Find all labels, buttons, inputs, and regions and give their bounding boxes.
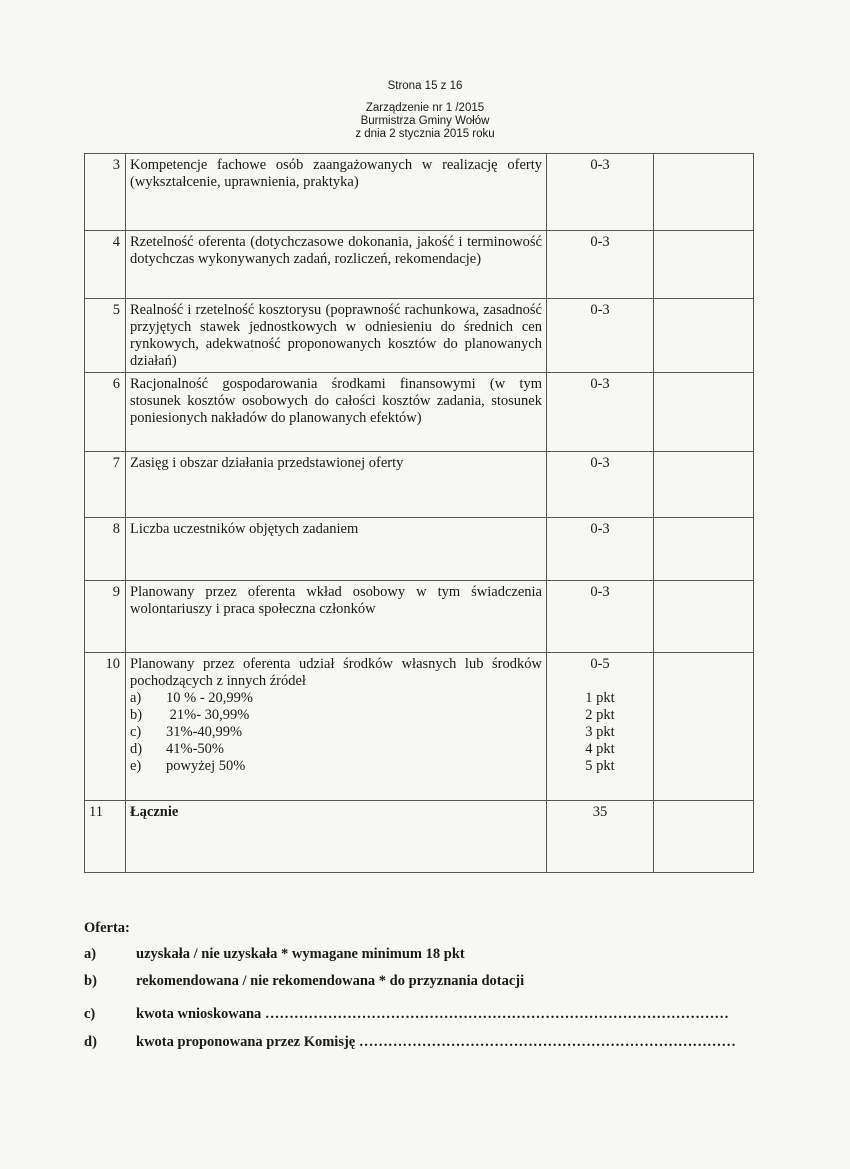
header-line-3: z dnia 2 stycznia 2015 roku	[355, 128, 495, 140]
points-range: 0-3	[547, 373, 654, 452]
letter: d)	[130, 741, 143, 757]
row-number: 6	[85, 373, 126, 452]
table-row	[85, 518, 754, 581]
item-points: 5 pkt	[585, 758, 615, 774]
range: 21%- 30,99%	[166, 707, 250, 723]
offer-line-d	[84, 1034, 744, 1051]
range: 10 % - 20,99%	[166, 690, 253, 706]
table-row	[85, 154, 754, 231]
offer-text: rekomendowana / nie rekomendowana * do przyznania dotacji	[136, 973, 525, 989]
sub-item	[130, 724, 542, 741]
offer-text: kwota wnioskowana ……………………………………………………………………………………	[136, 1006, 729, 1022]
points-range: 0-3	[547, 299, 654, 373]
header-line-2: Burmistrza Gminy Wołów	[360, 115, 490, 127]
points-range: 0-3	[547, 231, 654, 299]
criterion-text	[126, 653, 547, 801]
row-number: 10	[85, 653, 126, 801]
page-number: Strona 15 z 16	[387, 80, 463, 92]
item-points: 4 pkt	[585, 741, 615, 757]
total-points: 35	[547, 801, 654, 873]
table-row	[85, 653, 754, 801]
score-cell[interactable]	[654, 373, 754, 452]
score-cell[interactable]	[654, 801, 754, 873]
score-cell[interactable]	[654, 581, 754, 653]
offer-line-a	[84, 946, 744, 963]
letter: b)	[84, 973, 97, 989]
letter: e)	[130, 758, 142, 774]
score-cell[interactable]	[654, 299, 754, 373]
points-range: 0-3	[547, 518, 654, 581]
table-row	[85, 373, 754, 452]
points-main: 0-5	[590, 656, 610, 672]
criterion-text: Realność i rzetelność kosztorysu (poprawność rachunkowa, zasadność przyjętych stawek jednostkowych w odniesieniu do średnich cen rynkowych, adekwatność proponowanych kosztów do planowanych działań)	[126, 299, 547, 373]
criterion-text: Kompetencje fachowe osób zaangażowanych w realizację oferty (wykształcenie, uprawnienia, praktyka)	[126, 154, 547, 231]
letter: c)	[130, 724, 142, 740]
sub-item	[130, 690, 542, 707]
score-cell[interactable]	[654, 518, 754, 581]
points-range: 0-3	[547, 452, 654, 518]
row-number: 5	[85, 299, 126, 373]
item-points: 1 pkt	[585, 690, 615, 706]
range: 41%-50%	[166, 741, 224, 757]
points-range: 0-3	[547, 581, 654, 653]
row-number: 11	[85, 801, 126, 873]
table-row	[85, 581, 754, 653]
table-row	[85, 299, 754, 373]
criterion-text: Racjonalność gospodarowania środkami finansowymi (w tym stosunek kosztów osobowych do całości kosztów zadania, stosunek poniesionych nakładów do planowanych efektów)	[126, 373, 547, 452]
sub-item	[130, 741, 542, 758]
row-number: 4	[85, 231, 126, 299]
criterion-text: Zasięg i obszar działania przedstawionej oferty	[126, 452, 547, 518]
table-row	[85, 231, 754, 299]
item-points: 3 pkt	[585, 724, 615, 740]
header-line-1: Zarządzenie nr 1 /2015	[365, 102, 485, 114]
points-range: 0-3	[547, 154, 654, 231]
criteria-table	[84, 153, 754, 873]
offer-text: uzyskała / nie uzyskała * wymagane minimum 18 pkt	[136, 946, 465, 962]
table-row	[85, 452, 754, 518]
criterion-main: Planowany przez oferenta udział środków własnych lub środków pochodzących z innych źródeł	[130, 656, 542, 689]
letter: a)	[84, 946, 97, 962]
total-label: Łącznie	[126, 801, 547, 873]
item-points: 2 pkt	[585, 707, 615, 723]
row-number: 7	[85, 452, 126, 518]
score-cell[interactable]	[654, 452, 754, 518]
offer-title: Oferta:	[84, 920, 130, 936]
row-number: 9	[85, 581, 126, 653]
letter: b)	[130, 707, 143, 723]
score-cell[interactable]	[654, 231, 754, 299]
sub-item	[130, 758, 542, 775]
points-range	[547, 653, 654, 801]
sub-item	[130, 707, 542, 724]
range: powyżej 50%	[166, 758, 246, 774]
offer-line-c	[84, 1006, 744, 1023]
offer-text: kwota proponowana przez Komisję ……………………………………………………………………	[136, 1034, 736, 1050]
letter: a)	[130, 690, 142, 706]
row-number: 8	[85, 518, 126, 581]
criterion-text: Planowany przez oferenta wkład osobowy w tym świadczenia wolontariuszy i praca społeczna członków	[126, 581, 547, 653]
offer-line-b	[84, 973, 744, 990]
total-row	[85, 801, 754, 873]
score-cell[interactable]	[654, 653, 754, 801]
criterion-text: Rzetelność oferenta (dotychczasowe dokonania, jakość i terminowość dotychczas wykonywanych zadań, rozliczeń, rekomendacje)	[126, 231, 547, 299]
range: 31%-40,99%	[166, 724, 243, 740]
letter: c)	[84, 1006, 96, 1022]
letter: d)	[84, 1034, 97, 1050]
row-number: 3	[85, 154, 126, 231]
score-cell[interactable]	[654, 154, 754, 231]
criterion-text: Liczba uczestników objętych zadaniem	[126, 518, 547, 581]
